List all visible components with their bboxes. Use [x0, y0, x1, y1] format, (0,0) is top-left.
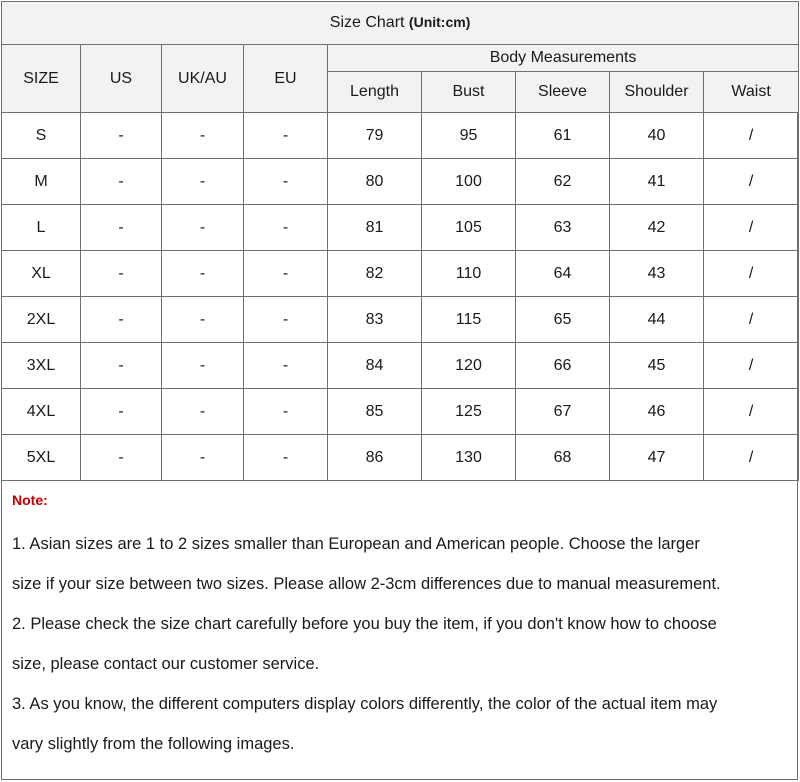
header-size: SIZE [2, 45, 81, 113]
cell-shoulder: 40 [610, 113, 704, 159]
cell-bust: 120 [422, 343, 516, 389]
cell-shoulder: 46 [610, 389, 704, 435]
cell-eu: - [244, 159, 328, 205]
note-line: 1. Asian sizes are 1 to 2 sizes smaller than European and American people. Choose the larger [12, 535, 700, 553]
cell-ukau: - [162, 435, 244, 481]
cell-shoulder: 44 [610, 297, 704, 343]
table-row [2, 159, 799, 205]
header-length: Length [328, 72, 422, 113]
cell-sleeve: 66 [516, 343, 610, 389]
title-main: Size Chart [329, 14, 405, 31]
cell-us: - [81, 389, 162, 435]
cell-size: S [2, 113, 81, 159]
cell-us: - [81, 251, 162, 297]
cell-waist: / [704, 297, 799, 343]
note-line: size if your size between two sizes. Please allow 2-3cm differences due to manual measurement. [12, 575, 721, 593]
cell-bust: 100 [422, 159, 516, 205]
cell-sleeve: 68 [516, 435, 610, 481]
header-sleeve: Sleeve [516, 72, 610, 113]
cell-eu: - [244, 389, 328, 435]
cell-us: - [81, 297, 162, 343]
header-row-top [2, 45, 799, 72]
cell-sleeve: 62 [516, 159, 610, 205]
cell-size: XL [2, 251, 81, 297]
cell-waist: / [704, 343, 799, 389]
cell-size: L [2, 205, 81, 251]
size-chart-table [1, 1, 799, 481]
cell-sleeve: 65 [516, 297, 610, 343]
cell-waist: / [704, 205, 799, 251]
size-rows [2, 113, 799, 481]
cell-length: 80 [328, 159, 422, 205]
cell-ukau: - [162, 113, 244, 159]
cell-length: 81 [328, 205, 422, 251]
table-row [2, 205, 799, 251]
header-eu: EU [244, 45, 328, 113]
note-line: 3. As you know, the different computers display colors differently, the color of the actual item may [12, 695, 718, 713]
cell-shoulder: 43 [610, 251, 704, 297]
header-bust: Bust [422, 72, 516, 113]
cell-size: 2XL [2, 297, 81, 343]
cell-waist: / [704, 113, 799, 159]
cell-eu: - [244, 251, 328, 297]
cell-ukau: - [162, 159, 244, 205]
table-row [2, 343, 799, 389]
cell-us: - [81, 205, 162, 251]
cell-bust: 95 [422, 113, 516, 159]
cell-length: 84 [328, 343, 422, 389]
cell-us: - [81, 113, 162, 159]
chart-title [2, 2, 799, 45]
notes-section [12, 492, 792, 764]
cell-waist: / [704, 435, 799, 481]
title-row [2, 2, 799, 45]
cell-ukau: - [162, 389, 244, 435]
cell-shoulder: 42 [610, 205, 704, 251]
table-row [2, 297, 799, 343]
cell-ukau: - [162, 297, 244, 343]
note-line: size, please contact our customer service. [12, 655, 320, 673]
cell-shoulder: 41 [610, 159, 704, 205]
cell-ukau: - [162, 343, 244, 389]
title-unit: (Unit:cm) [408, 14, 471, 30]
cell-sleeve: 61 [516, 113, 610, 159]
cell-length: 86 [328, 435, 422, 481]
cell-sleeve: 67 [516, 389, 610, 435]
cell-length: 79 [328, 113, 422, 159]
cell-us: - [81, 159, 162, 205]
table-row [2, 251, 799, 297]
note-line: vary slightly from the following images. [12, 735, 295, 753]
cell-eu: - [244, 205, 328, 251]
cell-length: 82 [328, 251, 422, 297]
cell-bust: 110 [422, 251, 516, 297]
cell-waist: / [704, 389, 799, 435]
table-row [2, 389, 799, 435]
cell-sleeve: 63 [516, 205, 610, 251]
cell-size: 5XL [2, 435, 81, 481]
cell-eu: - [244, 113, 328, 159]
cell-length: 85 [328, 389, 422, 435]
cell-us: - [81, 343, 162, 389]
cell-size: 4XL [2, 389, 81, 435]
header-shoulder: Shoulder [610, 72, 704, 113]
cell-shoulder: 45 [610, 343, 704, 389]
cell-us: - [81, 435, 162, 481]
cell-eu: - [244, 297, 328, 343]
cell-bust: 130 [422, 435, 516, 481]
note-title: Note: [12, 492, 48, 508]
cell-length: 83 [328, 297, 422, 343]
cell-waist: / [704, 159, 799, 205]
cell-size: 3XL [2, 343, 81, 389]
cell-bust: 105 [422, 205, 516, 251]
header-us: US [81, 45, 162, 113]
cell-bust: 125 [422, 389, 516, 435]
note-line: 2. Please check the size chart carefully before you buy the item, if you don't know how to choose [12, 615, 717, 633]
cell-bust: 115 [422, 297, 516, 343]
cell-eu: - [244, 343, 328, 389]
cell-sleeve: 64 [516, 251, 610, 297]
cell-size: M [2, 159, 81, 205]
header-waist: Waist [704, 72, 799, 113]
table-row [2, 113, 799, 159]
header-body-measurements: Body Measurements [328, 45, 799, 72]
cell-waist: / [704, 251, 799, 297]
table-row [2, 435, 799, 481]
cell-eu: - [244, 435, 328, 481]
cell-ukau: - [162, 251, 244, 297]
cell-shoulder: 47 [610, 435, 704, 481]
cell-ukau: - [162, 205, 244, 251]
header-ukau: UK/AU [162, 45, 244, 113]
